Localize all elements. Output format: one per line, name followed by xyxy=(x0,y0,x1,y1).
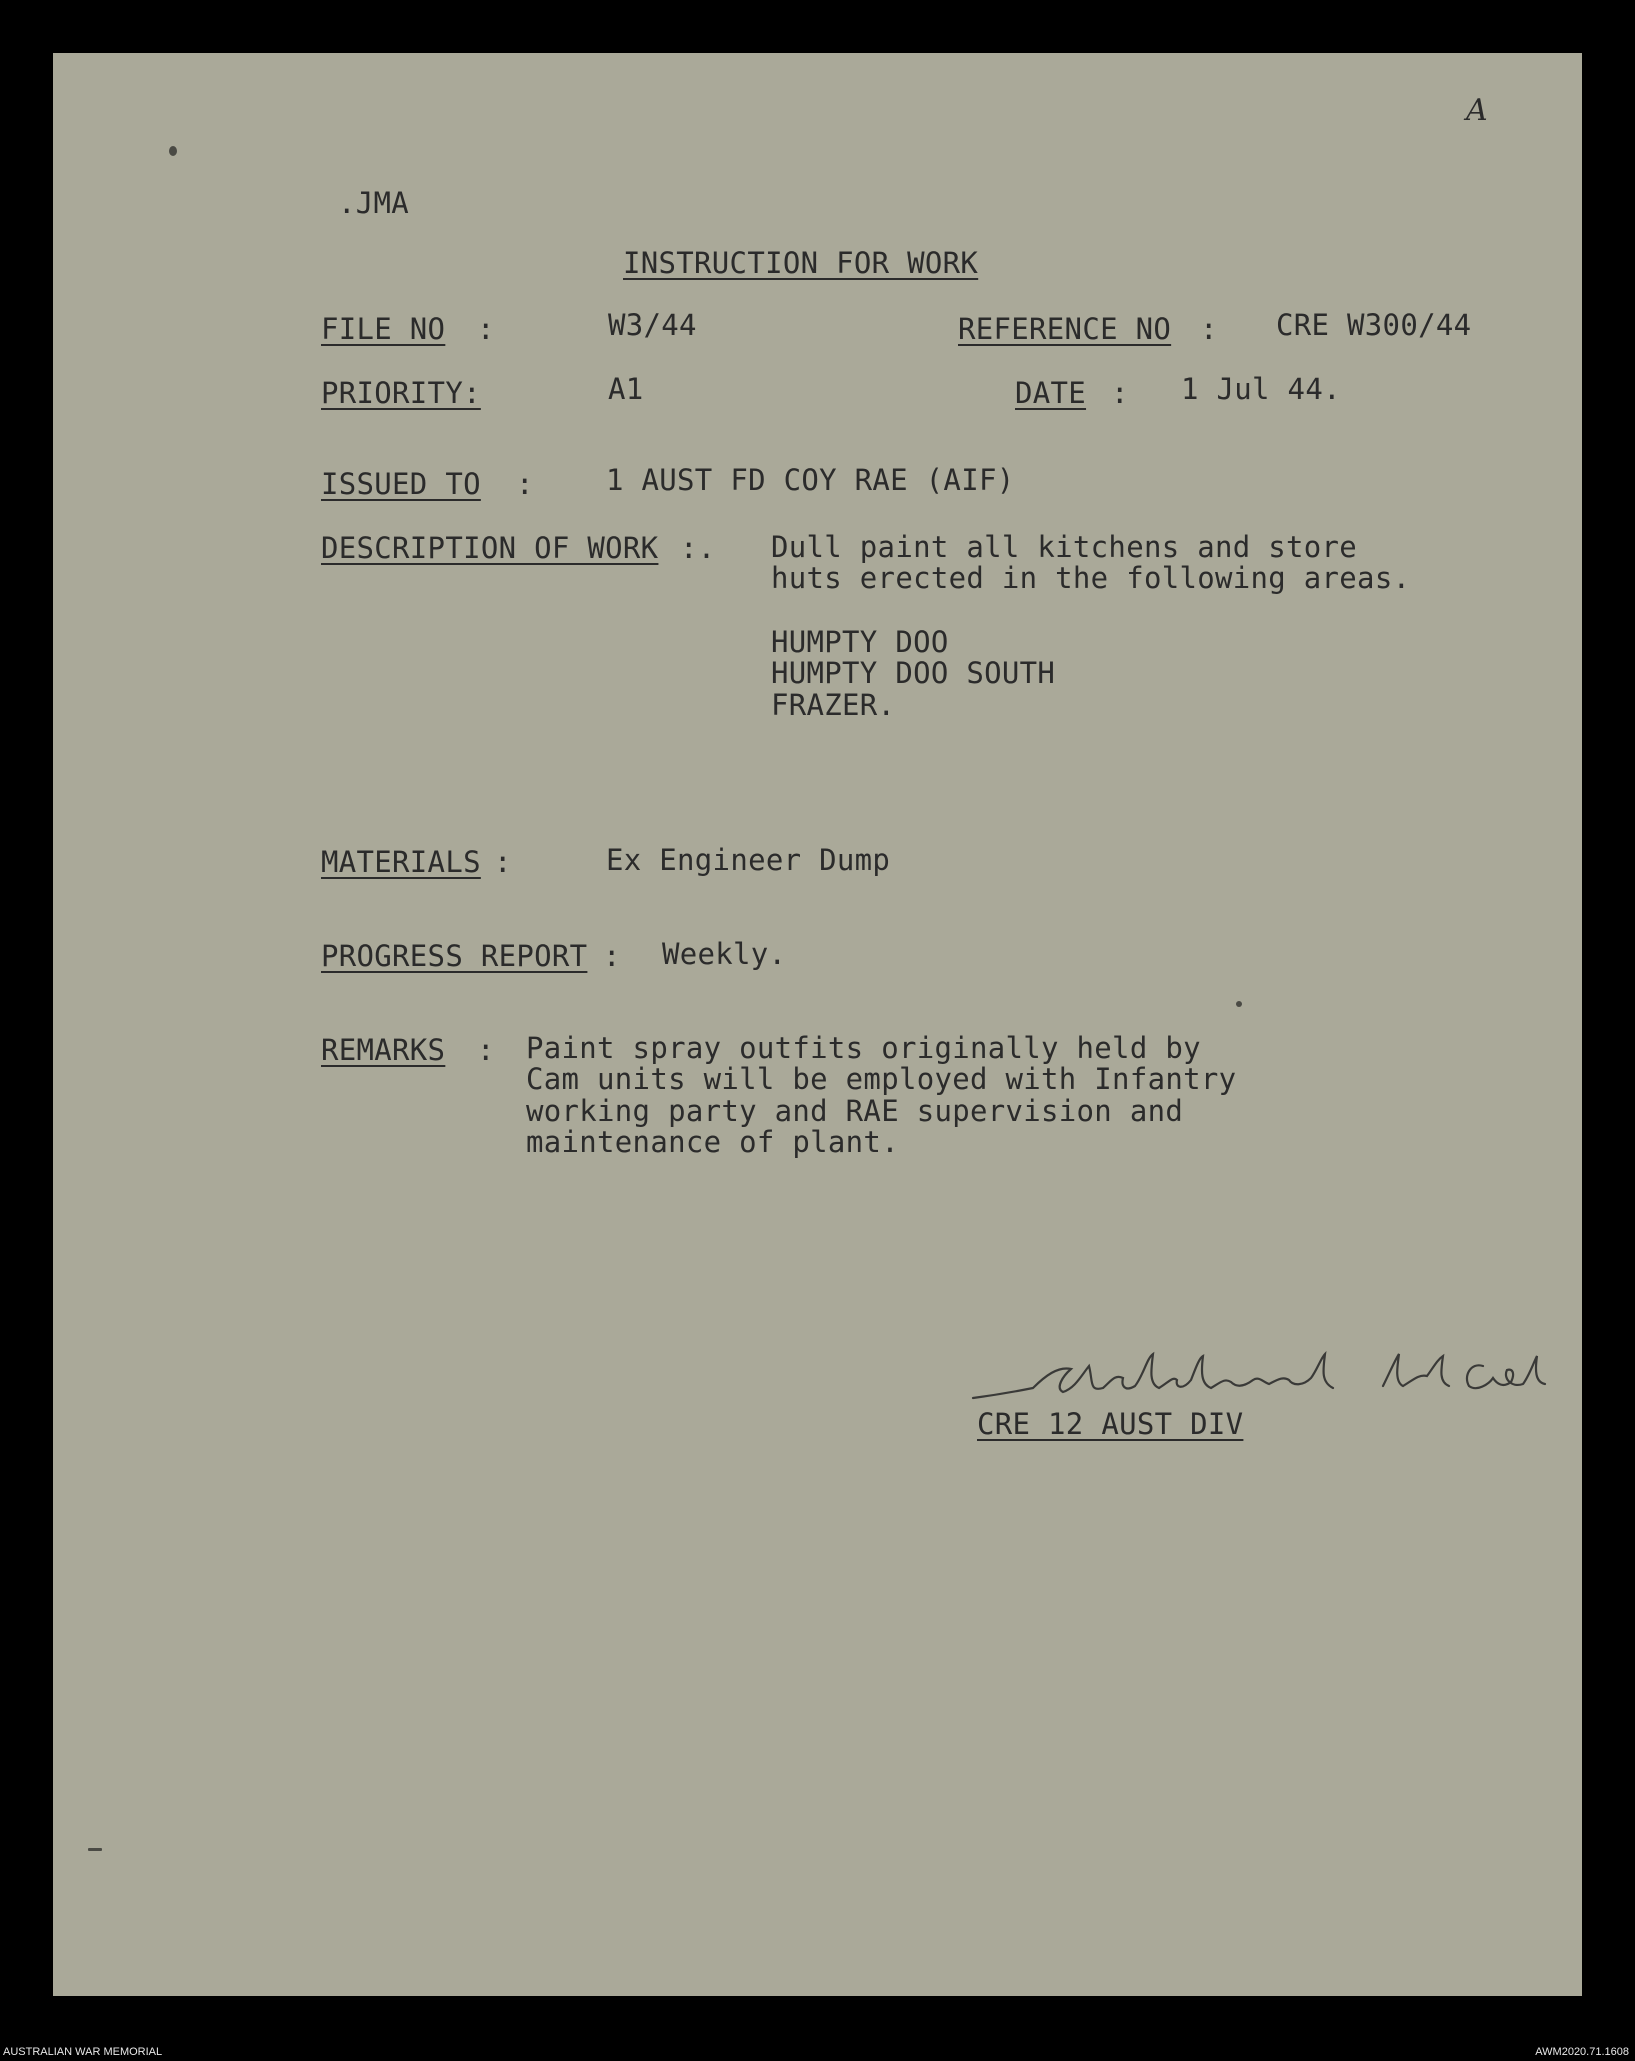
issued-to-colon: : xyxy=(516,467,534,501)
date-colon: : xyxy=(1111,376,1129,410)
signature-unit: CRE 12 AUST DIV xyxy=(977,1407,1244,1441)
remarks-line: Paint spray outfits originally held by xyxy=(526,1031,1201,1065)
remarks-colon: : xyxy=(477,1033,495,1067)
description-line: Dull paint all kitchens and store xyxy=(771,530,1358,564)
progress-report-value: Weekly. xyxy=(662,937,787,971)
document-page xyxy=(53,53,1582,1996)
description-colon: :. xyxy=(680,531,716,565)
issued-to-value: 1 AUST FD COY RAE (AIF) xyxy=(606,463,1015,497)
date-label: DATE xyxy=(1015,376,1087,410)
file-no-label: FILE NO xyxy=(321,312,446,346)
description-line: huts erected in the following areas. xyxy=(771,561,1411,595)
date-value: 1 Jul 44. xyxy=(1181,372,1341,406)
remarks-label: REMARKS xyxy=(321,1033,446,1067)
issued-to-label: ISSUED TO xyxy=(321,467,481,501)
materials-label: MATERIALS xyxy=(321,845,481,879)
materials-value: Ex Engineer Dump xyxy=(606,843,891,877)
materials-colon: : xyxy=(494,845,512,879)
corner-mark: A xyxy=(1466,93,1488,128)
file-no-value: W3/44 xyxy=(608,308,697,342)
reference-initials: .JMA xyxy=(338,186,410,220)
progress-report-colon: : xyxy=(603,939,621,973)
remarks-line: maintenance of plant. xyxy=(526,1125,899,1159)
file-no-colon: : xyxy=(477,312,495,346)
footer-archive-id: AWM2020.71.1608 xyxy=(1535,2046,1629,2058)
priority-label: PRIORITY: xyxy=(321,376,481,410)
paper-blemish xyxy=(169,146,177,156)
reference-no-value: CRE W300/44 xyxy=(1276,308,1472,342)
reference-no-label: REFERENCE NO xyxy=(958,312,1172,346)
remarks-line: working party and RAE supervision and xyxy=(526,1094,1184,1128)
paper-blemish xyxy=(88,1848,102,1851)
footer-archive-name: AUSTRALIAN WAR MEMORIAL xyxy=(3,2046,163,2058)
document-title: INSTRUCTION FOR WORK xyxy=(623,246,979,280)
paper-blemish xyxy=(1236,1001,1242,1007)
area-item: HUMPTY DOO SOUTH xyxy=(771,656,1056,690)
progress-report-label: PROGRESS REPORT xyxy=(321,939,588,973)
area-item: FRAZER. xyxy=(771,688,896,722)
description-label: DESCRIPTION OF WORK xyxy=(321,531,659,565)
area-item: HUMPTY DOO xyxy=(771,625,949,659)
priority-value: A1 xyxy=(608,372,644,406)
reference-no-colon: : xyxy=(1200,312,1218,346)
remarks-line: Cam units will be employed with Infantry xyxy=(526,1062,1237,1096)
